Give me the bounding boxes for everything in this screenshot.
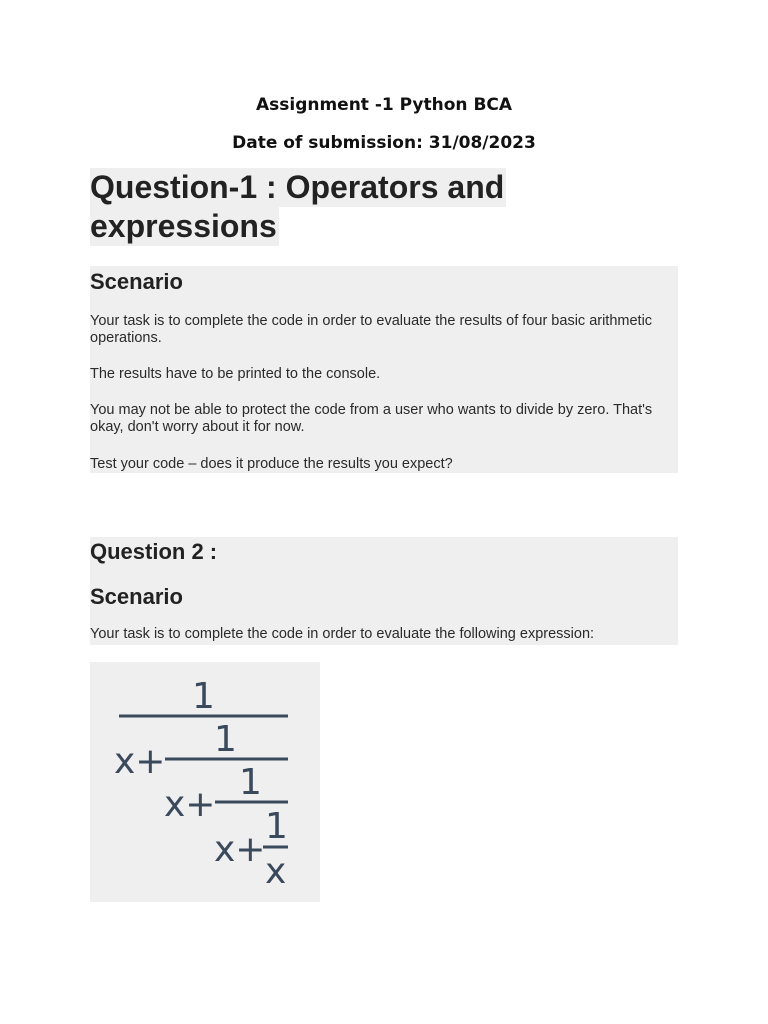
scenario-heading: Scenario <box>90 269 183 294</box>
formula-numerator: 1 <box>214 719 237 760</box>
submission-date: Date of submission: 31/08/2023 <box>232 133 536 153</box>
scenario-heading: Scenario <box>90 584 183 609</box>
scenario-paragraph: You may not be able to protect the code from a user who wants to divide by zero. That's okay, don't worry about it for now. <box>90 402 653 435</box>
formula-numerator: 1 <box>265 806 288 847</box>
scenario-paragraph: Your task is to complete the code in order to evaluate the results of four basic arithmetic operations. <box>90 313 653 346</box>
continued-fraction-formula <box>90 662 320 902</box>
scenario-paragraph: Your task is to complete the code in order to evaluate the following expression: <box>90 626 595 642</box>
formula-x-plus: x+ <box>114 741 166 782</box>
question-1-heading-line-1: Question-1 : Operators and <box>90 169 505 205</box>
formula-numerator: 1 <box>239 762 262 803</box>
question-1-heading <box>90 168 506 246</box>
scenario-paragraph: Test your code – does it produce the results you expect? <box>90 456 453 472</box>
formula-denominator-x: x <box>265 851 287 892</box>
scenario-paragraph: The results have to be printed to the console. <box>90 366 381 382</box>
formula-x-plus: x+ <box>214 829 266 870</box>
formula-x-plus: x+ <box>164 784 216 825</box>
question-1-heading-line-2: expressions <box>90 208 277 244</box>
question-2-panel <box>90 537 678 645</box>
formula-graphic <box>90 662 320 902</box>
assignment-title: Assignment -1 Python BCA <box>255 95 513 115</box>
question-1-scenario-panel <box>90 266 678 473</box>
formula-numerator: 1 <box>192 676 215 717</box>
question-2-heading: Question 2 : <box>90 539 218 564</box>
